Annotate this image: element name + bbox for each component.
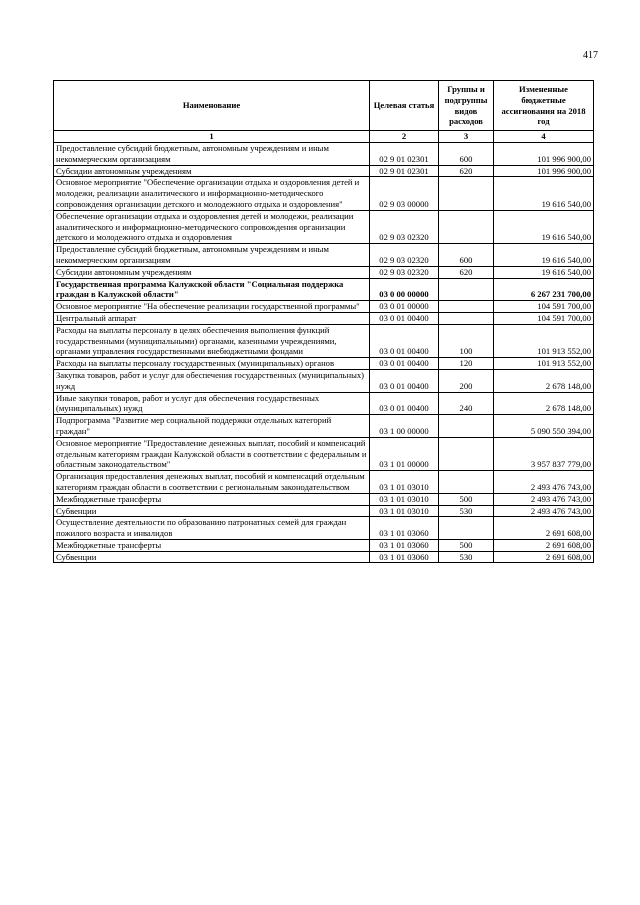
row-amount: 5 090 550 394,00 xyxy=(494,415,594,438)
row-target-article: 03 0 01 00400 xyxy=(370,324,439,357)
row-amount: 6 267 231 700,00 xyxy=(494,278,594,301)
row-amount: 2 691 608,00 xyxy=(494,517,594,540)
table-row xyxy=(54,143,594,166)
row-amount: 104 591 700,00 xyxy=(494,312,594,324)
row-name: Подпрограмма "Развитие мер социальной поддержки отдельных категорий граждан" xyxy=(54,415,370,438)
header-target-article: Целевая статья xyxy=(370,81,439,131)
table-row xyxy=(54,312,594,324)
row-name: Организация предоставления денежных выплат, пособий и компенсаций отдельным категориям граждан области в соответствии с региональным законодательством xyxy=(54,471,370,494)
row-expense-group: 500 xyxy=(439,539,494,551)
row-target-article: 03 0 01 00400 xyxy=(370,312,439,324)
row-target-article: 03 1 00 00000 xyxy=(370,415,439,438)
row-expense-group xyxy=(439,278,494,301)
row-amount: 101 913 552,00 xyxy=(494,358,594,370)
row-name: Субвенции xyxy=(54,505,370,517)
row-target-article: 03 0 01 00400 xyxy=(370,358,439,370)
row-target-article: 03 1 01 03010 xyxy=(370,505,439,517)
row-amount: 101 996 900,00 xyxy=(494,165,594,177)
row-amount: 2 691 608,00 xyxy=(494,551,594,563)
row-target-article: 02 9 01 02301 xyxy=(370,165,439,177)
column-number-3: 3 xyxy=(439,131,494,143)
row-name: Иные закупки товаров, работ и услуг для обеспечения государственных (муниципальных) нужд xyxy=(54,392,370,415)
header-expense-groups: Группы и подгруппы видов расходов xyxy=(439,81,494,131)
row-expense-group: 530 xyxy=(439,505,494,517)
table-body xyxy=(54,143,594,563)
row-name: Межбюджетные трансферты xyxy=(54,493,370,505)
row-name: Государственная программа Калужской области "Социальная поддержка граждан в Калужской области" xyxy=(54,278,370,301)
table-row xyxy=(54,551,594,563)
row-expense-group: 200 xyxy=(439,369,494,392)
row-name: Предоставление субсидий бюджетным, автономным учреждениям и иным некоммерческим организациям xyxy=(54,143,370,166)
row-amount: 19 616 540,00 xyxy=(494,244,594,267)
row-target-article: 03 0 01 00000 xyxy=(370,301,439,313)
row-amount: 2 678 148,00 xyxy=(494,369,594,392)
row-expense-group: 620 xyxy=(439,266,494,278)
row-target-article: 03 0 01 00400 xyxy=(370,392,439,415)
row-name: Центральный аппарат xyxy=(54,312,370,324)
column-number-1: 1 xyxy=(54,131,370,143)
row-name: Субсидии автономным учреждениям xyxy=(54,165,370,177)
row-amount: 3 957 837 779,00 xyxy=(494,437,594,470)
row-name: Осуществление деятельности по образованию патронатных семей для граждан пожилого возраста и инвалидов xyxy=(54,517,370,540)
header-name: Наименование xyxy=(54,81,370,131)
table-row xyxy=(54,415,594,438)
row-name: Закупка товаров, работ и услуг для обеспечения государственных (муниципальных) нужд xyxy=(54,369,370,392)
row-expense-group: 100 xyxy=(439,324,494,357)
table-row xyxy=(54,437,594,470)
table-row xyxy=(54,266,594,278)
row-amount: 2 493 476 743,00 xyxy=(494,493,594,505)
row-target-article: 03 1 01 00000 xyxy=(370,437,439,470)
row-name: Обеспечение организации отдыха и оздоровления детей и молодежи, реализации аналитического и информационно-методического сопровождения организации детского и молодежного отдыха и оздоровления xyxy=(54,210,370,243)
row-expense-group xyxy=(439,437,494,470)
row-expense-group xyxy=(439,210,494,243)
row-expense-group: 600 xyxy=(439,244,494,267)
row-target-article: 03 0 01 00400 xyxy=(370,369,439,392)
row-amount: 19 616 540,00 xyxy=(494,266,594,278)
table-row xyxy=(54,301,594,313)
table-row xyxy=(54,358,594,370)
table-row xyxy=(54,505,594,517)
table-row xyxy=(54,244,594,267)
row-target-article: 03 1 01 03060 xyxy=(370,551,439,563)
row-target-article: 02 9 03 02320 xyxy=(370,266,439,278)
row-expense-group xyxy=(439,471,494,494)
row-expense-group: 240 xyxy=(439,392,494,415)
row-name: Предоставление субсидий бюджетным, автономным учреждениям и иным некоммерческим организациям xyxy=(54,244,370,267)
row-name: Субвенции xyxy=(54,551,370,563)
column-number-row xyxy=(54,131,594,143)
row-expense-group xyxy=(439,301,494,313)
row-target-article: 03 1 01 03060 xyxy=(370,539,439,551)
row-target-article: 03 1 01 03010 xyxy=(370,471,439,494)
budget-table xyxy=(53,80,594,563)
row-expense-group: 620 xyxy=(439,165,494,177)
row-amount: 101 996 900,00 xyxy=(494,143,594,166)
column-number-4: 4 xyxy=(494,131,594,143)
row-expense-group xyxy=(439,415,494,438)
row-amount: 19 616 540,00 xyxy=(494,177,594,210)
page-number: 417 xyxy=(583,50,598,61)
row-name: Расходы на выплаты персоналу государственных (муниципальных) органов xyxy=(54,358,370,370)
row-amount: 2 691 608,00 xyxy=(494,539,594,551)
row-target-article: 02 9 03 02320 xyxy=(370,210,439,243)
table-row xyxy=(54,539,594,551)
row-name: Межбюджетные трансферты xyxy=(54,539,370,551)
row-target-article: 02 9 03 02320 xyxy=(370,244,439,267)
row-name: Расходы на выплаты персоналу в целях обеспечения выполнения функций государственными (муниципальными) органами, казенными учреждениями, органами управления государственными внебюджетными фондами xyxy=(54,324,370,357)
table-row xyxy=(54,517,594,540)
row-amount: 104 591 700,00 xyxy=(494,301,594,313)
row-target-article: 02 9 01 02301 xyxy=(370,143,439,166)
row-target-article: 03 1 01 03060 xyxy=(370,517,439,540)
row-expense-group: 500 xyxy=(439,493,494,505)
table-row xyxy=(54,471,594,494)
table-row xyxy=(54,278,594,301)
row-amount: 2 493 476 743,00 xyxy=(494,471,594,494)
table-row xyxy=(54,210,594,243)
table-row xyxy=(54,369,594,392)
row-name: Основное мероприятие "Обеспечение организации отдыха и оздоровления детей и молодежи, реализации аналитического и информационно-методического сопровождения организации детского и молодежного отдыха и оздоровления" xyxy=(54,177,370,210)
row-expense-group: 530 xyxy=(439,551,494,563)
row-name: Основное мероприятие "Предоставление денежных выплат, пособий и компенсаций отдельным категориям граждан Калужской области в соответствии с федеральным и областным законодательством" xyxy=(54,437,370,470)
column-number-2: 2 xyxy=(370,131,439,143)
row-expense-group: 600 xyxy=(439,143,494,166)
header-amount: Измененные бюджетные ассигнования на 2018 год xyxy=(494,81,594,131)
row-expense-group: 120 xyxy=(439,358,494,370)
row-amount: 101 913 552,00 xyxy=(494,324,594,357)
row-expense-group xyxy=(439,177,494,210)
table-row xyxy=(54,324,594,357)
row-amount: 2 493 476 743,00 xyxy=(494,505,594,517)
row-amount: 2 678 148,00 xyxy=(494,392,594,415)
table-row xyxy=(54,177,594,210)
table-row xyxy=(54,493,594,505)
row-name: Основное мероприятие "На обеспечение реализации государственной программы" xyxy=(54,301,370,313)
row-target-article: 02 9 03 00000 xyxy=(370,177,439,210)
row-target-article: 03 0 00 00000 xyxy=(370,278,439,301)
table-row xyxy=(54,165,594,177)
row-target-article: 03 1 01 03010 xyxy=(370,493,439,505)
table-row xyxy=(54,392,594,415)
row-name: Субсидии автономным учреждениям xyxy=(54,266,370,278)
row-expense-group xyxy=(439,517,494,540)
table-header-row xyxy=(54,81,594,131)
row-expense-group xyxy=(439,312,494,324)
row-amount: 19 616 540,00 xyxy=(494,210,594,243)
